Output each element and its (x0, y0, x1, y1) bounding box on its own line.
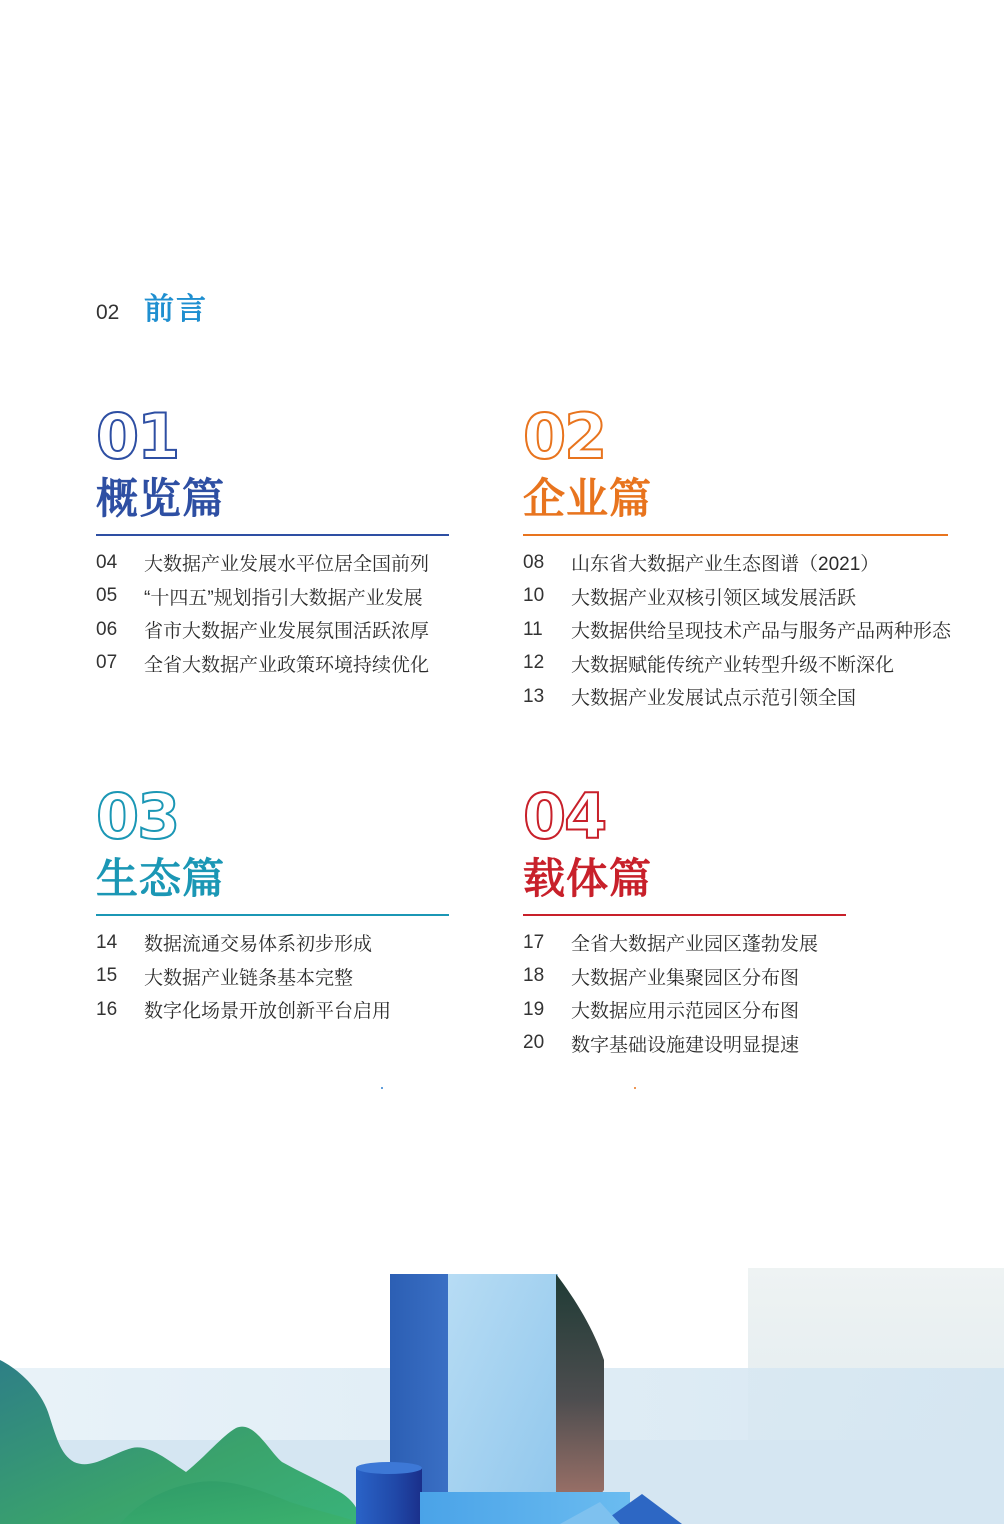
toc-page-number: 12 (523, 652, 545, 674)
preface-entry[interactable] (96, 284, 208, 328)
toc-item[interactable] (96, 926, 449, 960)
preface-title: 前言 (144, 293, 208, 326)
section-divider (523, 534, 948, 536)
section-number: 01 (96, 400, 179, 473)
toc-item[interactable] (96, 546, 449, 580)
toc-item[interactable] (96, 993, 449, 1027)
toc-item-title: 大数据产业链条基本完整 (144, 967, 354, 989)
toc-list (523, 926, 846, 1060)
toc-item[interactable] (96, 960, 449, 994)
toc-item[interactable] (523, 613, 952, 647)
toc-item-title: “十四五”规划指引大数据产业发展 (144, 587, 423, 609)
section-number: 02 (523, 400, 606, 473)
toc-item[interactable] (96, 647, 449, 681)
toc-item-title: 大数据应用示范园区分布图 (571, 1001, 800, 1023)
toc-page-number: 20 (523, 1032, 545, 1054)
toc-page-number: 08 (523, 551, 545, 573)
toc-page-number: 10 (523, 585, 545, 607)
toc-item-title: 省市大数据产业发展氛围活跃浓厚 (144, 621, 430, 643)
toc-item-title: 大数据产业发展试点示范引领全国 (571, 688, 857, 710)
toc-item[interactable] (96, 613, 449, 647)
toc-list (96, 926, 449, 1027)
section-divider (96, 914, 449, 916)
toc-item[interactable] (523, 647, 948, 681)
toc-item-title: 数字化场景开放创新平台启用 (144, 1001, 392, 1023)
section-carrier (523, 780, 846, 1060)
toc-page-number: 05 (96, 585, 118, 607)
section-divider (96, 534, 449, 536)
toc-page-number: 07 (96, 652, 118, 674)
section-title: 企业篇 (523, 475, 653, 522)
preface-page-number: 02 (96, 301, 120, 324)
toc-item[interactable] (523, 546, 948, 580)
section-number: 04 (523, 780, 606, 853)
toc-list (96, 546, 449, 680)
toc-item[interactable] (523, 960, 846, 994)
toc-item[interactable] (96, 580, 449, 614)
toc-item-title: 山东省大数据产业生态图谱（2021） (571, 554, 880, 576)
toc-item-title: 大数据产业双核引领区域发展活跃 (571, 587, 857, 609)
toc-page-number: 16 (96, 998, 118, 1020)
section-enterprise (523, 400, 952, 714)
toc-page-number: 13 (523, 685, 545, 707)
toc-page-number: 06 (96, 618, 118, 640)
toc-item-title: 大数据供给呈现技术产品与服务产品两种形态 (571, 621, 952, 643)
toc-item[interactable] (523, 680, 948, 714)
section-title: 生态篇 (96, 855, 226, 902)
toc-page-number: 14 (96, 931, 118, 953)
toc-item-title: 全省大数据产业政策环境持续优化 (144, 654, 430, 676)
section-divider (523, 914, 846, 916)
section-title: 概览篇 (96, 475, 226, 522)
toc-item-title: 全省大数据产业园区蓬勃发展 (571, 934, 819, 956)
decorative-dot (634, 1087, 636, 1089)
toc-item-title: 大数据产业集聚园区分布图 (571, 967, 800, 989)
toc-page-number: 04 (96, 551, 118, 573)
toc-item-title: 数字基础设施建设明显提速 (571, 1034, 800, 1056)
toc-item[interactable] (523, 993, 846, 1027)
toc-item[interactable] (523, 1027, 846, 1061)
toc-item-title: 大数据赋能传统产业转型升级不断深化 (571, 654, 895, 676)
toc-list (523, 546, 952, 714)
toc-item-title: 大数据产业发展水平位居全国前列 (144, 554, 430, 576)
toc-item-title: 数据流通交易体系初步形成 (144, 934, 373, 956)
toc-item[interactable] (523, 926, 846, 960)
section-title: 载体篇 (523, 855, 653, 902)
toc-page-number: 15 (96, 965, 118, 987)
toc-item[interactable] (523, 580, 948, 614)
section-overview (96, 400, 449, 680)
section-ecosystem (96, 780, 449, 1027)
decorative-dot (381, 1087, 383, 1089)
city-illustration (0, 1240, 1004, 1524)
toc-page-number: 18 (523, 965, 545, 987)
toc-page-number: 19 (523, 998, 545, 1020)
section-number: 03 (96, 780, 179, 853)
toc-page-number: 17 (523, 931, 545, 953)
toc-page-number: 11 (523, 618, 543, 640)
